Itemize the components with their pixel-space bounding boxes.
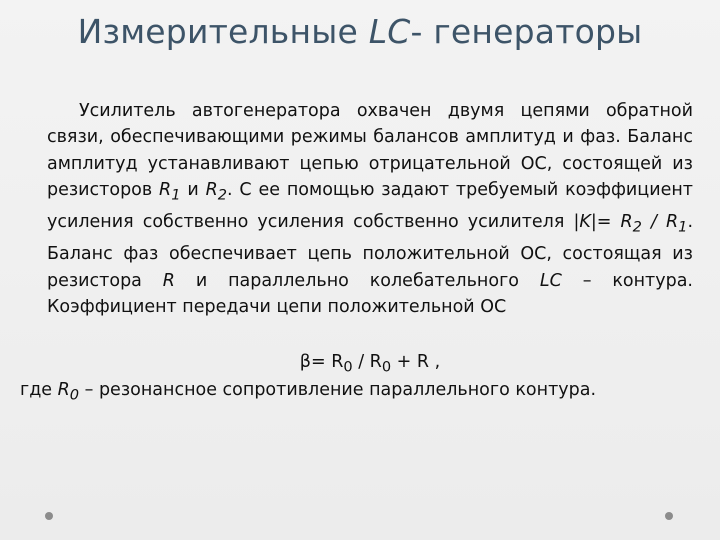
var-r0-sub: 0 [69, 386, 80, 404]
beta-formula [0, 349, 720, 381]
para-text-1: Усилитель автогенератора охвачен двумя цепями обратной связи, обеспечивающими режимы балансов амплитуд и фаз. Баланс амплитуд устанавливают цепью отрицательной ОС, состоящей из резисторов [47, 100, 693, 200]
var-r2: R [205, 180, 218, 200]
para-text-4: . Баланс фаз обеспечивает цепь положительной ОС, состоящая из резистора [47, 212, 694, 291]
k-divider: / R [641, 212, 679, 232]
k-expression: |K|= R [573, 212, 633, 232]
decorative-dot-right [665, 512, 673, 520]
title-prefix: Измерительные [77, 12, 369, 51]
where-prefix: где [20, 380, 58, 400]
formula-part-2: / R [352, 352, 382, 372]
var-r1: R [159, 180, 172, 200]
para-text-5: и параллельно колебательного [174, 270, 540, 291]
var-r2-sub: 2 [217, 186, 228, 204]
var-lc: LC [539, 270, 562, 291]
var-r0: R [57, 380, 70, 400]
var-r: R [162, 270, 175, 291]
formula-sub-2: 0 [381, 358, 392, 376]
formula-sub-1: 0 [343, 358, 353, 376]
para-text-6: – контура. Коэффициент передачи цепи положительной ОС [47, 270, 693, 317]
where-line [20, 377, 700, 409]
k-sub-2: 2 [632, 218, 642, 236]
var-r1-sub: 1 [171, 186, 181, 204]
k-sub-1: 1 [678, 218, 688, 236]
where-suffix: – резонансное сопротивление параллельного контура. [79, 380, 597, 400]
formula-part-3: + R , [391, 352, 441, 372]
para-text-2: и [180, 180, 206, 200]
formula-part-1: β= R [299, 352, 344, 372]
slide-title [0, 12, 720, 51]
title-lc: LC [368, 12, 411, 51]
body-paragraph [47, 98, 693, 321]
decorative-dot-left [45, 512, 53, 520]
title-suffix: - генераторы [410, 12, 643, 51]
para-text-3: . С ее помощью задают требуемый коэффициент усиления собственно усиления собственно усилителя [47, 180, 693, 232]
